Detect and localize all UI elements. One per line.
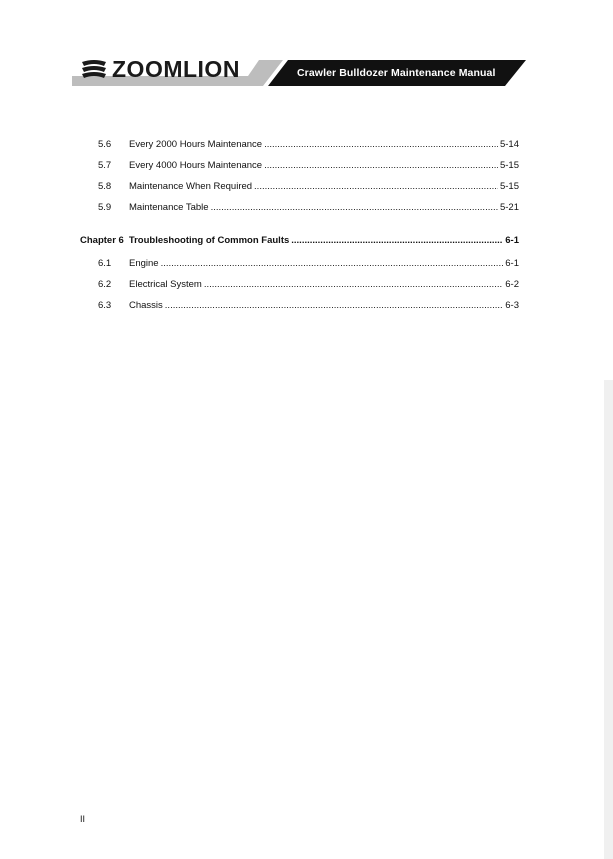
scrollbar[interactable] xyxy=(604,380,613,859)
footer-page-number: II xyxy=(80,814,86,824)
toc-leader xyxy=(204,279,503,290)
page-header xyxy=(0,0,613,100)
toc-row-5-7[interactable] xyxy=(80,160,519,181)
toc-section-number: 5.9 xyxy=(98,202,112,213)
manual-title: Crawler Bulldozer Maintenance Manual xyxy=(297,67,496,79)
toc-section-number: 6.3 xyxy=(98,300,112,311)
toc-row-6-1[interactable] xyxy=(80,258,519,279)
toc-page-number: 5-15 xyxy=(499,181,519,192)
toc-leader xyxy=(264,160,498,171)
toc-row-5-8[interactable] xyxy=(80,181,519,202)
toc-page-number: 6-1 xyxy=(505,235,519,246)
toc-section-title: Every 4000 Hours Maintenance xyxy=(129,160,263,171)
toc-section-title: Engine xyxy=(129,258,159,269)
toc-page-number: 5-14 xyxy=(499,139,519,150)
toc-section-title: Maintenance Table xyxy=(129,202,209,213)
toc-section-number: 5.6 xyxy=(98,139,112,150)
toc-page-number: 6-3 xyxy=(505,300,519,311)
toc-section-title: Every 2000 Hours Maintenance xyxy=(129,139,263,150)
toc-row-5-6[interactable] xyxy=(80,139,519,160)
toc-row-6-2[interactable] xyxy=(80,279,519,300)
toc-leader xyxy=(211,202,498,213)
toc-chapter-label: Chapter 6 xyxy=(80,235,124,246)
toc-section-title: Maintenance When Required xyxy=(129,181,253,192)
toc-leader xyxy=(291,235,503,246)
toc-chapter-title: Troubleshooting of Common Faults xyxy=(128,235,290,246)
toc-leader xyxy=(254,181,498,192)
toc-page-number: 5-15 xyxy=(499,160,519,171)
brand-name: ZOOMLION xyxy=(112,56,240,82)
toc-page-number: 6-1 xyxy=(505,258,519,269)
toc-leader xyxy=(264,139,498,150)
toc-section-number: 6.1 xyxy=(98,258,112,269)
toc-section-number: 5.8 xyxy=(98,181,112,192)
toc-row-6-3[interactable] xyxy=(80,300,519,321)
toc-chapter-6[interactable] xyxy=(80,235,519,256)
toc-section-number: 6.2 xyxy=(98,279,112,290)
brand-logo xyxy=(80,56,240,83)
toc-leader xyxy=(161,258,504,269)
toc-leader xyxy=(165,300,503,311)
toc-section-number: 5.7 xyxy=(98,160,112,171)
toc-row-5-9[interactable] xyxy=(80,202,519,223)
header-banner xyxy=(0,0,613,100)
toc-section-title: Chassis xyxy=(129,300,163,311)
zoomlion-logo-icon xyxy=(80,59,108,81)
toc-page-number: 5-21 xyxy=(499,202,519,213)
table-of-contents xyxy=(80,139,519,321)
toc-page-number: 6-2 xyxy=(505,279,519,290)
toc-section-title: Electrical System xyxy=(129,279,202,290)
